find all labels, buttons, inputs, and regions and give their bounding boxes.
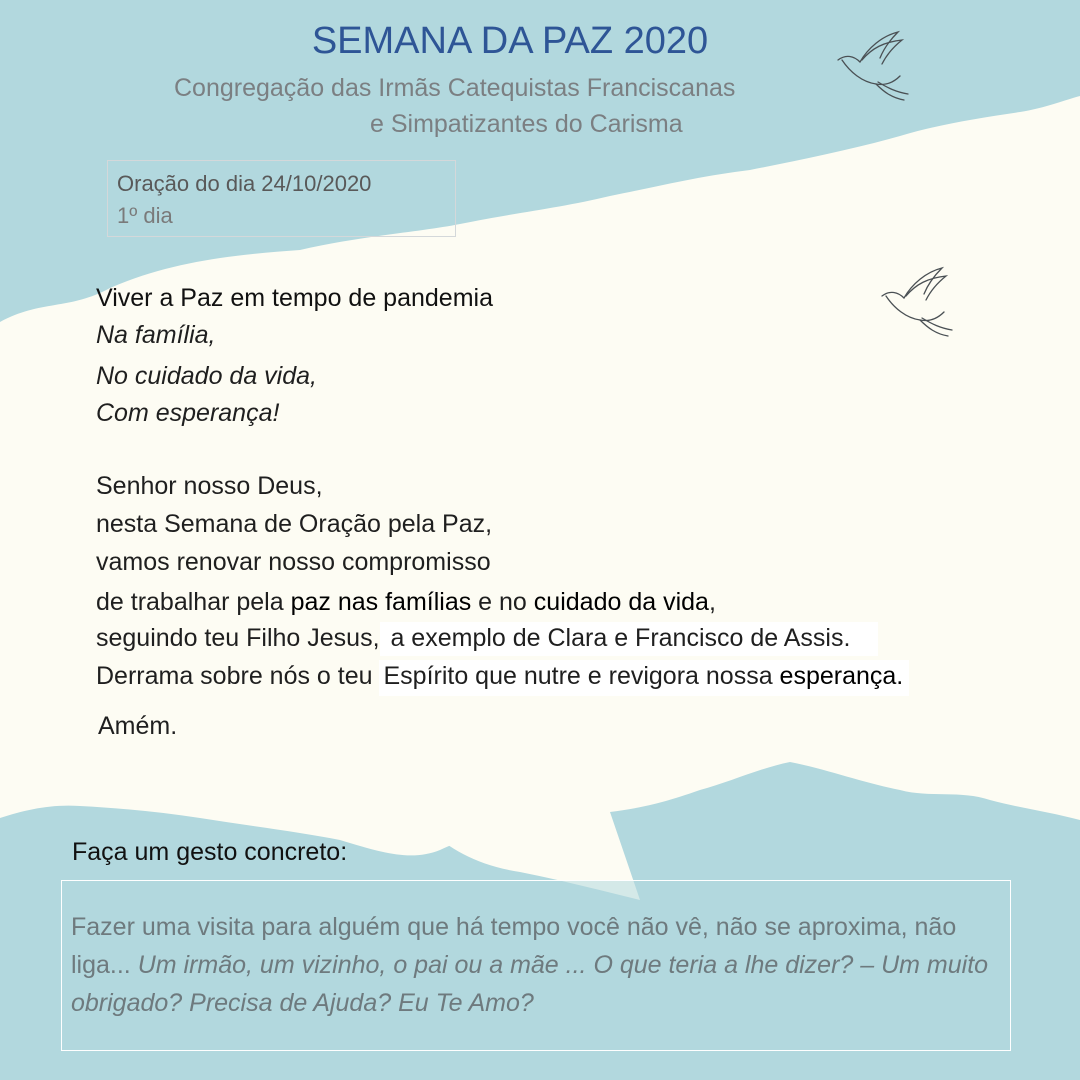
subtitle-line-1: Congregação das Irmãs Catequistas Franciscanas <box>174 74 736 102</box>
prayer-line-4-part-1: de trabalhar pela <box>96 588 291 616</box>
prayer-line-3: vamos renovar nosso compromisso <box>96 548 491 576</box>
prayer-line-4-part-3: e no <box>471 588 534 616</box>
prayer-day: 1º dia <box>117 203 173 228</box>
gesture-text-plain: Fazer uma visita para alguém que há tempo você não vê, não se aproxima, não liga... <box>71 913 957 979</box>
amen: Amém. <box>98 712 178 740</box>
prayer-line-6-part-2: Espírito que nutre e revigora nossa <box>379 660 779 696</box>
theme-line-1: Na família, <box>96 321 216 349</box>
gesture-text-italic: Um irmão, um vizinho, o pai ou a mãe ... O que teria a lhe dizer? – Um muito obrigado? Precisa de Ajuda? Eu Te Amo? <box>71 951 989 1017</box>
highlight-peace-families: paz nas famílias <box>290 588 472 616</box>
prayer-line-5-part-1: seguindo teu Filho Jesus, <box>96 624 380 652</box>
theme-line-2: No cuidado da vida, <box>96 362 317 390</box>
theme-line-3: Com esperança! <box>96 399 280 427</box>
page-title: SEMANA DA PAZ 2020 <box>311 20 709 62</box>
prayer-line-6-part-1: Derrama sobre nós o teu <box>96 662 380 690</box>
prayer-line-6 <box>96 662 909 691</box>
highlight-care-life: cuidado da vida <box>533 588 709 616</box>
prayer-line-5-part-2: a exemplo de Clara e Francisco de Assis. <box>380 622 879 656</box>
prayer-line-4-part-5: , <box>708 588 716 616</box>
prayer-line-4 <box>96 588 716 617</box>
prayer-date: Oração do dia 24/10/2020 <box>117 171 372 196</box>
gesture-text <box>71 908 1011 1022</box>
gesture-title: Faça um gesto concreto: <box>72 838 348 866</box>
prayer-line-5 <box>96 624 878 653</box>
prayer-line-2: nesta Semana de Oração pela Paz, <box>96 510 493 538</box>
dove-icon <box>876 266 958 340</box>
prayer-line-1: Senhor nosso Deus, <box>96 472 323 500</box>
dove-icon <box>832 30 914 104</box>
theme-title: Viver a Paz em tempo de pandemia <box>96 284 493 312</box>
subtitle-line-2: e Simpatizantes do Carisma <box>370 110 683 138</box>
highlight-hope: esperança. <box>780 660 910 696</box>
